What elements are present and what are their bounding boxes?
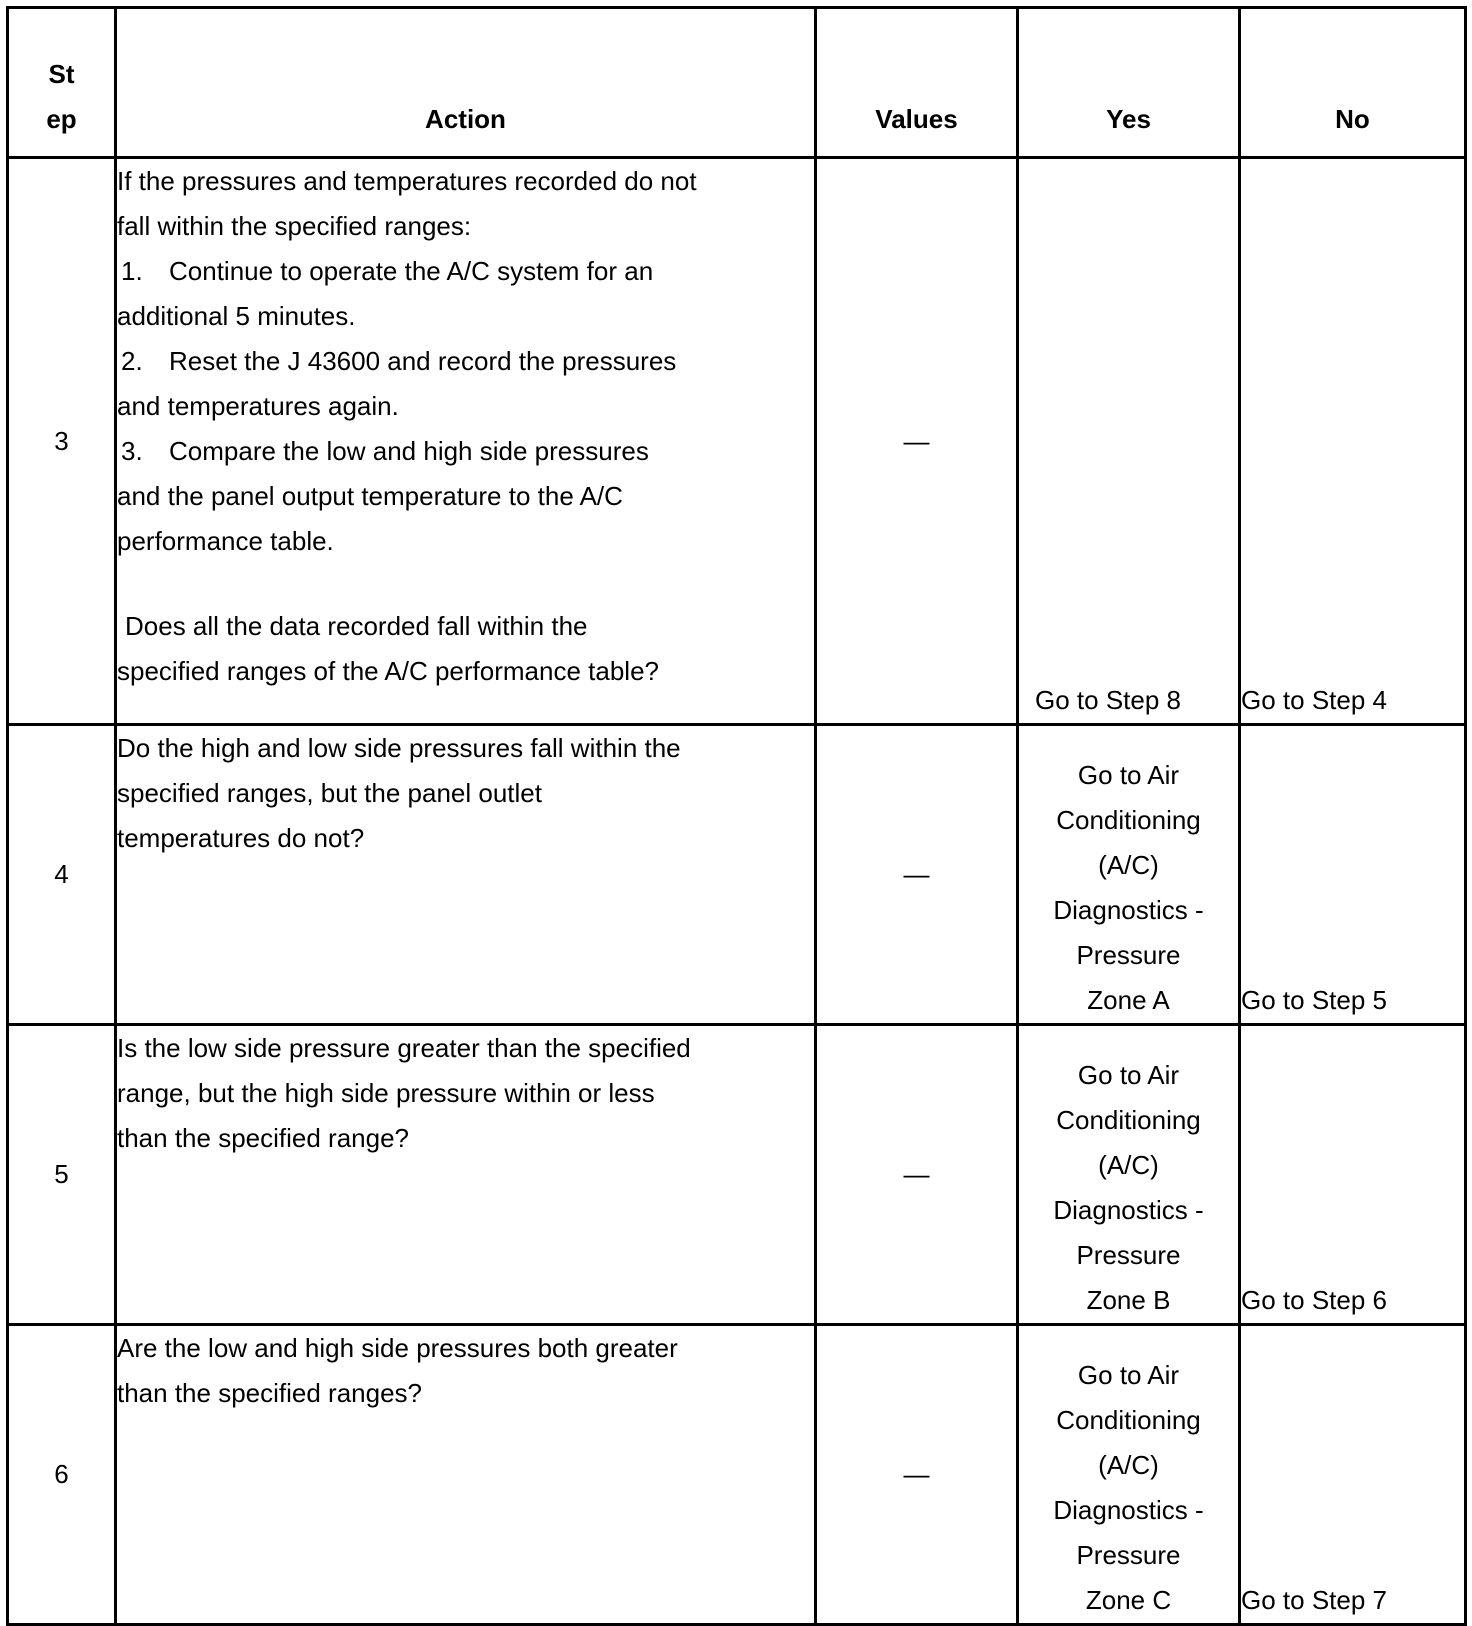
values-cell: —	[816, 1325, 1018, 1625]
header-step	[8, 8, 116, 158]
header-yes: Yes	[1018, 8, 1240, 158]
action-text: than the specified range?	[117, 1123, 409, 1153]
header-values: Values	[816, 8, 1018, 158]
yes-text: Go to Air	[1077, 1060, 1180, 1090]
yes-cell: Go to Step 8	[1018, 158, 1240, 725]
spacer	[117, 564, 814, 604]
list-item-continuation: and temperatures again.	[117, 391, 399, 421]
yes-text: Diagnostics -	[1053, 1195, 1204, 1225]
yes-cell	[1018, 725, 1240, 1025]
no-cell: Go to Step 5	[1240, 725, 1466, 1025]
action-cell	[116, 725, 816, 1025]
action-text: Is the low side pressure greater than the specified	[117, 1033, 691, 1063]
list-item-number: 3.	[121, 436, 143, 466]
diagnostic-table	[6, 6, 1467, 1626]
yes-cell	[1018, 1025, 1240, 1325]
list-item-continuation: and the panel output temperature to the A/C	[117, 481, 623, 511]
yes-text: Zone C	[1085, 1585, 1172, 1615]
question-text: Does all the data recorded fall within the	[125, 611, 588, 641]
action-cell	[116, 1025, 816, 1325]
header-no: No	[1240, 8, 1466, 158]
header-action: Action	[116, 8, 816, 158]
no-cell: Go to Step 4	[1240, 158, 1466, 725]
values-cell: —	[816, 158, 1018, 725]
yes-text: (A/C)	[1098, 1150, 1159, 1180]
action-text: specified ranges, but the panel outlet	[117, 778, 542, 808]
table-row	[8, 725, 1466, 1025]
action-text: If the pressures and temperatures recorded do not	[117, 166, 697, 196]
list-item-number: 1.	[121, 256, 143, 286]
action-cell	[116, 1325, 816, 1625]
step-number: 5	[8, 1025, 116, 1325]
action-text: Are the low and high side pressures both greater	[117, 1333, 678, 1363]
yes-text: Conditioning	[1056, 1405, 1201, 1435]
action-text: range, but the high side pressure within or less	[117, 1078, 655, 1108]
list-item	[117, 249, 814, 294]
header-row	[8, 8, 1466, 158]
yes-text: (A/C)	[1098, 1450, 1159, 1480]
yes-text: Zone B	[1086, 1285, 1171, 1315]
header-step-line2: ep	[46, 104, 77, 134]
list-item-text: Compare the low and high side pressures	[169, 436, 649, 466]
yes-text: Go to Air	[1077, 760, 1180, 790]
table-row	[8, 1025, 1466, 1325]
action-text: Do the high and low side pressures fall within the	[117, 733, 681, 763]
action-text: than the specified ranges?	[117, 1378, 422, 1408]
action-text: fall within the specified ranges:	[117, 211, 472, 241]
yes-text: Zone A	[1087, 985, 1170, 1015]
step-number: 4	[8, 725, 116, 1025]
yes-text: Pressure	[1076, 940, 1181, 970]
table-row	[8, 1325, 1466, 1625]
list-item-text: Continue to operate the A/C system for an	[169, 256, 654, 286]
action-cell	[116, 158, 816, 725]
step-number: 6	[8, 1325, 116, 1625]
header-step-line1: St	[48, 59, 75, 89]
list-item-continuation: additional 5 minutes.	[117, 301, 356, 331]
yes-cell	[1018, 1325, 1240, 1625]
question-text: specified ranges of the A/C performance table?	[117, 656, 659, 686]
action-text: temperatures do not?	[117, 823, 365, 853]
yes-text: Pressure	[1076, 1240, 1181, 1270]
yes-text: (A/C)	[1098, 850, 1159, 880]
yes-text: Conditioning	[1056, 805, 1201, 835]
values-cell: —	[816, 1025, 1018, 1325]
yes-text: Conditioning	[1056, 1105, 1201, 1135]
yes-text: Pressure	[1076, 1540, 1181, 1570]
yes-text: Go to Air	[1077, 1360, 1180, 1390]
no-cell: Go to Step 6	[1240, 1025, 1466, 1325]
list-item	[117, 429, 814, 474]
no-cell: Go to Step 7	[1240, 1325, 1466, 1625]
list-item-number: 2.	[121, 346, 143, 376]
yes-text: Diagnostics -	[1053, 895, 1204, 925]
yes-text: Diagnostics -	[1053, 1495, 1204, 1525]
list-item	[117, 339, 814, 384]
table-row	[8, 158, 1466, 725]
values-cell: —	[816, 725, 1018, 1025]
step-number: 3	[8, 158, 116, 725]
list-item-text: Reset the J 43600 and record the pressures	[169, 346, 677, 376]
list-item-continuation: performance table.	[117, 526, 334, 556]
